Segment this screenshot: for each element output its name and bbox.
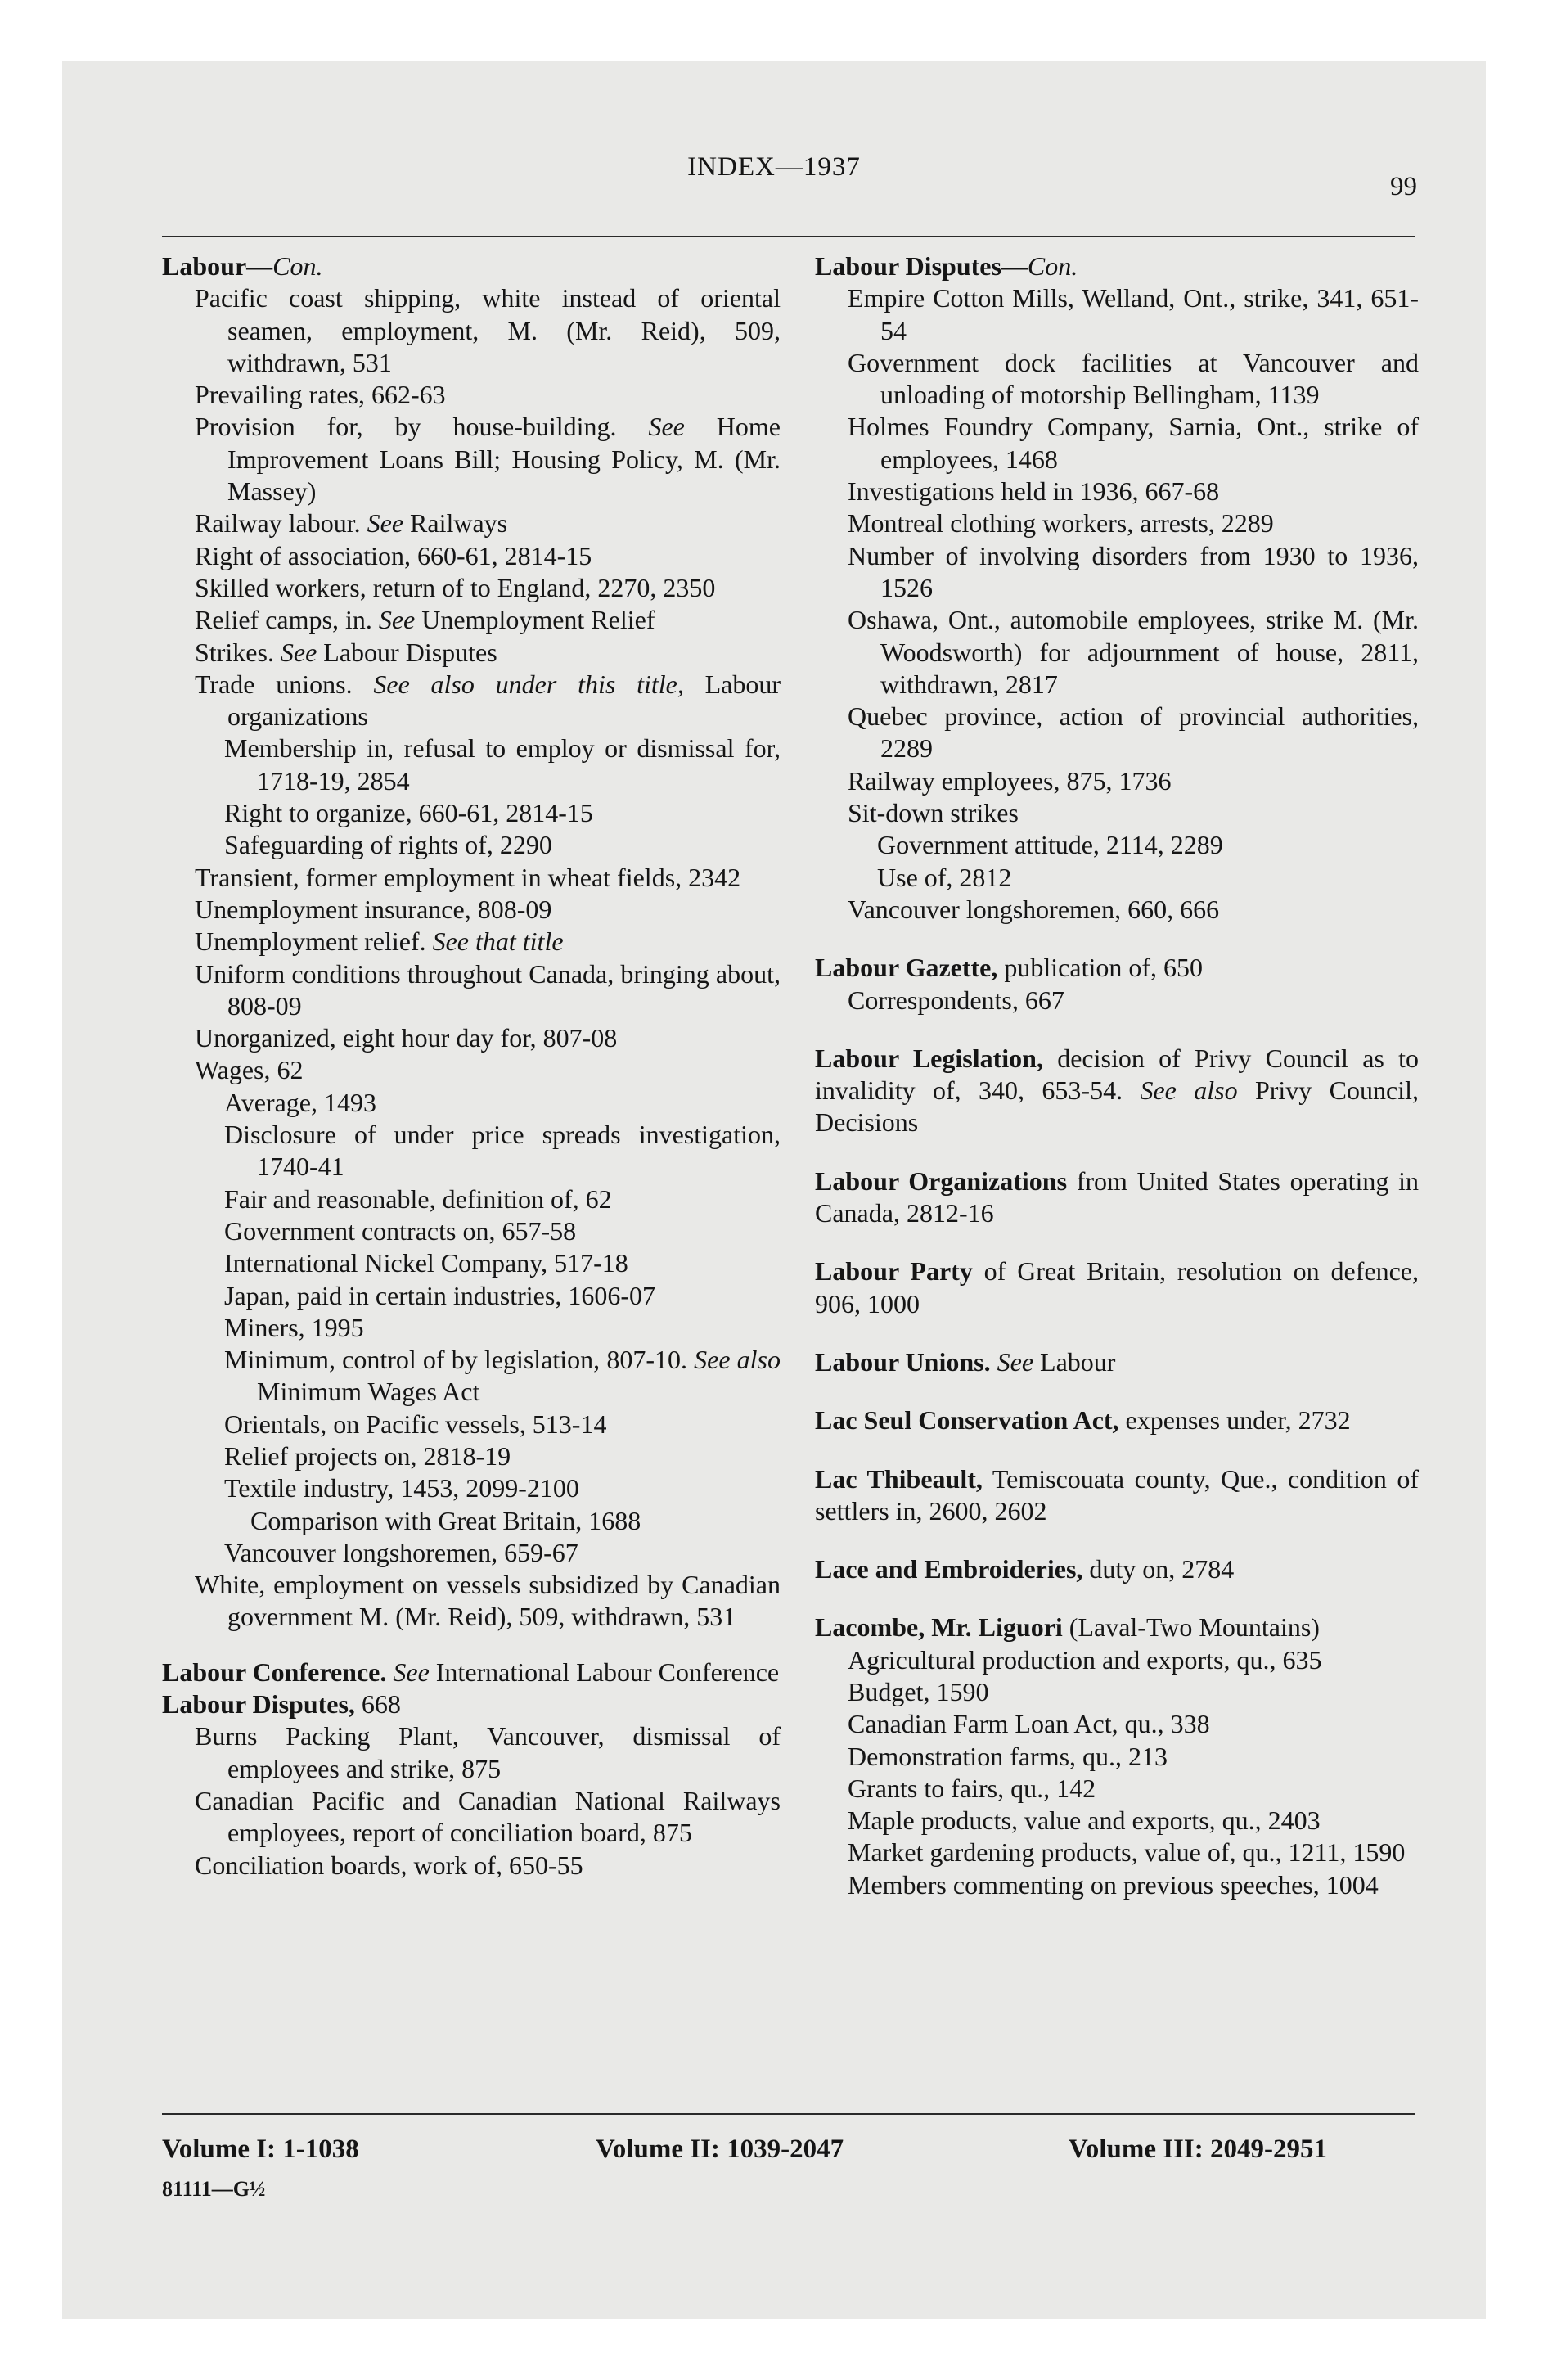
index-heading: Labour Conference. See International Labour Conference — [162, 1657, 780, 1687]
index-subentry: Vancouver longshoremen, 659-67 — [224, 1537, 578, 1567]
index-subentry: Government contracts on, 657-58 — [224, 1215, 577, 1246]
index-subentry: Burns Packing Plant, Vancouver, dismissal of employees and strike, 875 — [195, 1721, 781, 1783]
index-subentry: Use of, 2812 — [877, 862, 1012, 892]
index-subentry: Grants to fairs, qu., 142 — [848, 1773, 1096, 1803]
index-subentry: Oshawa, Ont., automobile employees, strike M. (Mr. Woodsworth) for adjournment of house, 2811, withdrawn, 2817 — [848, 605, 1419, 699]
index-heading: Labour—Con. — [162, 251, 323, 281]
index-subentry: Unorganized, eight hour day for, 807-08 — [195, 1023, 618, 1053]
index-heading: Labour Legislation, decision of Privy Council as to invalidity of, 340, 653-54. See also Privy Council, Decisions — [815, 1043, 1420, 1138]
index-subentry: Quebec province, action of provincial authorities, 2289 — [848, 701, 1419, 764]
index-heading: Labour Organizations from United States operating in Canada, 2812-16 — [815, 1165, 1420, 1228]
index-column-right — [815, 250, 1419, 1901]
index-subentry: Government attitude, 2114, 2289 — [877, 830, 1223, 860]
index-heading: Lacombe, Mr. Liguori (Laval-Two Mountains) — [815, 1612, 1320, 1643]
page-number: 99 — [1390, 172, 1417, 201]
index-subentry: Government dock facilities at Vancouver and unloading of motorship Bellingham, 1139 — [848, 347, 1419, 410]
index-heading: Lac Thibeault, Temiscouata county, Que., condition of settlers in, 2600, 2602 — [815, 1463, 1420, 1526]
index-subentry: Safeguarding of rights of, 2290 — [224, 830, 552, 860]
index-subentry: Wages, 62 — [195, 1055, 304, 1085]
index-heading: Labour Gazette, publication of, 650 — [815, 953, 1203, 983]
index-heading: Labour Unions. See Labour — [815, 1346, 1116, 1377]
index-subentry: Japan, paid in certain industries, 1606-07 — [224, 1280, 655, 1310]
index-subentry: Average, 1493 — [224, 1087, 376, 1117]
index-subentry: Membership in, refusal to employ or dismissal for, 1718-19, 2854 — [224, 733, 781, 796]
index-subentry: Holmes Foundry Company, Sarnia, Ont., strike of employees, 1468 — [848, 412, 1419, 474]
index-subentry: Comparison with Great Britain, 1688 — [224, 1505, 641, 1535]
index-subentry: Vancouver longshoremen, 660, 666 — [848, 894, 1220, 924]
index-subentry: Uniform conditions throughout Canada, bringing about, 808-09 — [195, 958, 781, 1021]
footer-volume-2: Volume II: 1039-2047 — [596, 2134, 844, 2164]
index-subentry: Market gardening products, value of, qu., 1211, 1590 — [848, 1837, 1406, 1868]
index-heading: Labour Disputes, 668 — [162, 1689, 401, 1720]
index-heading: Lac Seul Conservation Act, expenses under, 2732 — [815, 1405, 1351, 1436]
index-subentry: Transient, former employment in wheat fields, 2342 — [195, 862, 741, 892]
index-subentry: Right of association, 660-61, 2814-15 — [195, 540, 592, 570]
footer-volume-1: Volume I: 1-1038 — [162, 2134, 359, 2164]
footer-volume-3: Volume III: 2049-2951 — [1069, 2134, 1327, 2164]
index-subentry: Number of involving disorders from 1930 to 1936, 1526 — [848, 540, 1419, 602]
index-subentry: Strikes. See Labour Disputes — [195, 637, 497, 667]
footer-rule — [162, 2113, 1415, 2115]
index-subentry: Provision for, by house-building. See Home Improvement Loans Bill; Housing Policy, M. (Mr. Massey) — [195, 412, 781, 507]
index-subentry: Members commenting on previous speeches, 1004 — [848, 1869, 1379, 1900]
index-subentry: International Nickel Company, 517-18 — [224, 1248, 628, 1278]
index-subentry: Skilled workers, return of to England, 2270, 2350 — [195, 572, 716, 602]
index-subentry: Minimum, control of by legislation, 807-10. See also Minimum Wages Act — [224, 1345, 781, 1407]
index-subentry: Fair and reasonable, definition of, 62 — [224, 1183, 612, 1214]
index-subentry: Prevailing rates, 662-63 — [195, 380, 446, 410]
index-subentry: Agricultural production and exports, qu., 635 — [848, 1644, 1322, 1675]
header-rule — [162, 236, 1415, 237]
index-heading: Lace and Embroideries, duty on, 2784 — [815, 1554, 1235, 1584]
index-subentry: Textile industry, 1453, 2099-2100 — [224, 1473, 579, 1503]
index-subentry: Miners, 1995 — [224, 1312, 364, 1342]
index-subentry: Sit-down strikes — [848, 798, 1019, 828]
running-header-title: INDEX—1937 — [687, 152, 861, 182]
index-subentry: Maple products, value and exports, qu., 2403 — [848, 1805, 1321, 1836]
index-subentry: Empire Cotton Mills, Welland, Ont., strike, 341, 651-54 — [848, 283, 1419, 345]
index-subentry: Right to organize, 660-61, 2814-15 — [224, 798, 593, 828]
index-subentry: Relief camps, in. See Unemployment Relief — [195, 605, 655, 635]
index-subentry: Budget, 1590 — [848, 1676, 989, 1706]
index-subentry: Pacific coast shipping, white instead of oriental seamen, employment, M. (Mr. Reid), 509, withdrawn, 531 — [195, 283, 781, 377]
index-subentry: Unemployment insurance, 808-09 — [195, 894, 552, 924]
index-subentry: Railway labour. See Railways — [195, 508, 508, 539]
index-column-left — [162, 250, 781, 1882]
index-subentry: Trade unions. See also under this title, Labour organizations — [195, 669, 781, 732]
index-subentry: Canadian Farm Loan Act, qu., 338 — [848, 1709, 1210, 1739]
index-subentry: Demonstration farms, qu., 213 — [848, 1741, 1168, 1771]
index-subentry: Relief projects on, 2818-19 — [224, 1440, 511, 1471]
index-subentry: Conciliation boards, work of, 650-55 — [195, 1850, 583, 1880]
index-subentry: Disclosure of under price spreads investigation, 1740-41 — [224, 1120, 781, 1182]
index-subentry: Investigations held in 1936, 667-68 — [848, 476, 1220, 507]
index-subentry: Montreal clothing workers, arrests, 2289 — [848, 508, 1274, 539]
index-subentry: Canadian Pacific and Canadian National Railways employees, report of conciliation board, 875 — [195, 1785, 781, 1848]
index-subentry: Railway employees, 875, 1736 — [848, 765, 1172, 796]
index-subentry: Correspondents, 667 — [848, 985, 1064, 1015]
index-heading: Labour Disputes—Con. — [815, 251, 1078, 281]
index-heading: Labour Party of Great Britain, resolution on defence, 906, 1000 — [815, 1256, 1420, 1318]
index-subentry: Unemployment relief. See that title — [195, 926, 564, 957]
print-code: 81111—G½ — [162, 2177, 266, 2201]
index-subentry: Orientals, on Pacific vessels, 513-14 — [224, 1409, 607, 1439]
index-subentry: White, employment on vessels subsidized by Canadian government M. (Mr. Reid), 509, withdrawn, 531 — [195, 1570, 781, 1632]
